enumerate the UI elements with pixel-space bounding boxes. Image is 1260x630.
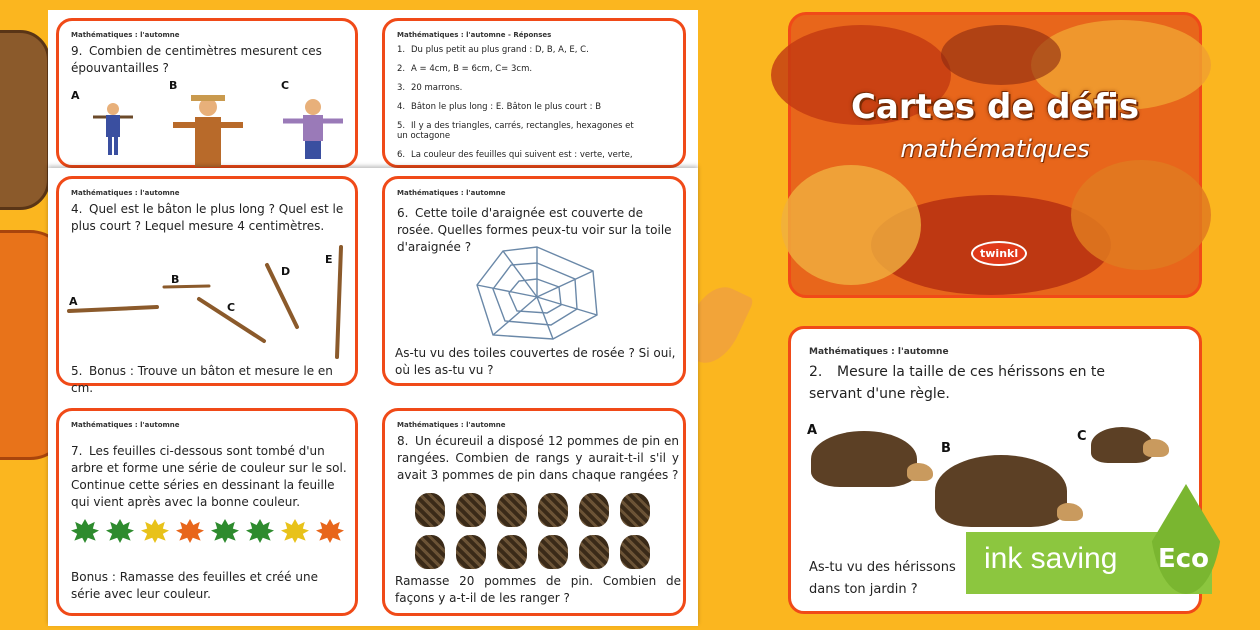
card-question-8: [382, 408, 686, 616]
scarecrows-illustration: [73, 95, 353, 171]
footer-text: Ramasse 20 pommes de pin. Combien de façons y a-t-il de les ranger ?: [395, 574, 681, 605]
question-text: 8. Un écureuil a disposé 12 pommes de pin en rangées. Combien de rangs y aurait-t-il s'il y avait 3 pommes de pin dans chaque rangées ?: [397, 434, 679, 482]
card-question-9: [56, 18, 358, 168]
sticks-illustration: [59, 239, 359, 359]
label-a: A: [69, 295, 78, 308]
label-d: D: [281, 265, 291, 278]
answer-item: 2. A = 4cm, B = 6cm, C= 3cm.: [397, 64, 533, 74]
footer-text: As-tu vu des toiles couvertes de rosée ? Si oui, où les as-tu vu ?: [395, 346, 676, 377]
pinecone: [456, 493, 486, 527]
pinecone: [538, 535, 568, 569]
label-a: A: [71, 89, 80, 102]
leaf-series: [71, 519, 344, 543]
question-text: 7. Les feuilles ci-dessous sont tombé d'un arbre et forme une série de couleur sur le sol. Continue cette séries en dessinant la feuille qui vient après avec la bonne couleur.: [71, 444, 347, 509]
pinecone: [579, 535, 609, 569]
footer-text: As-tu vu des hérissons dans ton jardin ?: [809, 560, 956, 597]
pinecone: [497, 493, 527, 527]
card-header: Mathématiques : l'automne - Réponses: [397, 31, 552, 39]
card-question-4: [56, 176, 358, 395]
leaf: [211, 519, 239, 543]
label-b: B: [169, 79, 178, 92]
subtitle-text: mathématiques: [900, 135, 1090, 163]
leaf: [71, 519, 99, 543]
pinecone: [497, 535, 527, 569]
label-c: C: [1077, 429, 1087, 444]
label-b: B: [941, 441, 951, 456]
answer-item: 1. Du plus petit au plus grand : D, B, A, E, C.: [397, 45, 589, 55]
answer-item: 4. Bâton le plus long : E. Bâton le plus court : B: [397, 102, 602, 112]
label-b: B: [171, 273, 180, 286]
card-answers: [382, 18, 686, 168]
question-text: 9. Combien de centimètres mesurent ces épouvantailles ?: [71, 44, 322, 75]
hedgehog-b: [935, 455, 1067, 527]
label-a: A: [807, 423, 818, 438]
spider-web-illustration: [473, 245, 601, 341]
hedgehog-a: [811, 431, 917, 487]
title-text: Cartes de défis: [850, 87, 1140, 127]
card-question-7: [56, 408, 358, 616]
card-header: Mathématiques : l'automne: [71, 31, 180, 39]
pinecone: [538, 493, 568, 527]
card-question-6: [382, 176, 686, 386]
card-header: Mathématiques : l'automne: [397, 421, 506, 429]
question-text: 4. Quel est le bâton le plus long ? Quel est le plus court ? Lequel mesure 4 centimètres.: [71, 202, 344, 233]
twinkl-logo: twinkl: [971, 241, 1027, 266]
leaf: [246, 519, 274, 543]
answers-list: [397, 45, 657, 169]
card-header: Mathématiques : l'automne: [809, 347, 949, 357]
background-tree-stump: [0, 30, 50, 210]
ink-saving-text: ink saving: [984, 542, 1118, 575]
card-header: Mathématiques : l'automne: [397, 189, 506, 197]
scarecrow-c: [283, 99, 343, 159]
leaf: [316, 519, 344, 543]
answer-item: 5. Il y a des triangles, carrés, rectangles, hexagones et un octagone: [397, 121, 634, 141]
leaf: [141, 519, 169, 543]
answer-item: 6. La couleur des feuilles qui suivent est : verte, verte,: [397, 150, 633, 160]
answer-item: 3. 20 marrons.: [397, 83, 463, 93]
eco-text: Eco: [1158, 544, 1210, 574]
pinecone: [620, 493, 650, 527]
leaf: [176, 519, 204, 543]
question-text: 2. Mesure la taille de ces hérissons en te servant d'une règle.: [809, 364, 1106, 402]
pinecone: [415, 535, 445, 569]
label-c: C: [227, 301, 236, 314]
pinecone: [579, 493, 609, 527]
bonus-text: 5. Bonus : Trouve un bâton et mesure le en cm.: [71, 364, 333, 395]
title-card: [788, 12, 1202, 298]
question-text: 6. Cette toile d'araignée est couverte de rosée. Quelles formes peux-tu voir sur la toile d'araignée ?: [397, 206, 672, 254]
leaf: [106, 519, 134, 543]
pinecone: [456, 535, 486, 569]
hedgehog-c: [1091, 427, 1153, 463]
scarecrow-a: [93, 103, 133, 155]
leaf: [281, 519, 309, 543]
pinecone: [620, 535, 650, 569]
scarecrow-b: [173, 95, 243, 167]
label-c: C: [281, 79, 290, 92]
pinecone-grid: [415, 493, 653, 569]
pinecone: [415, 493, 445, 527]
card-header: Mathématiques : l'automne: [71, 421, 180, 429]
bonus-text: Bonus : Ramasse des feuilles et créé une série avec leur couleur.: [71, 570, 318, 601]
label-e: E: [325, 253, 333, 266]
card-header: Mathématiques : l'automne: [71, 189, 180, 197]
